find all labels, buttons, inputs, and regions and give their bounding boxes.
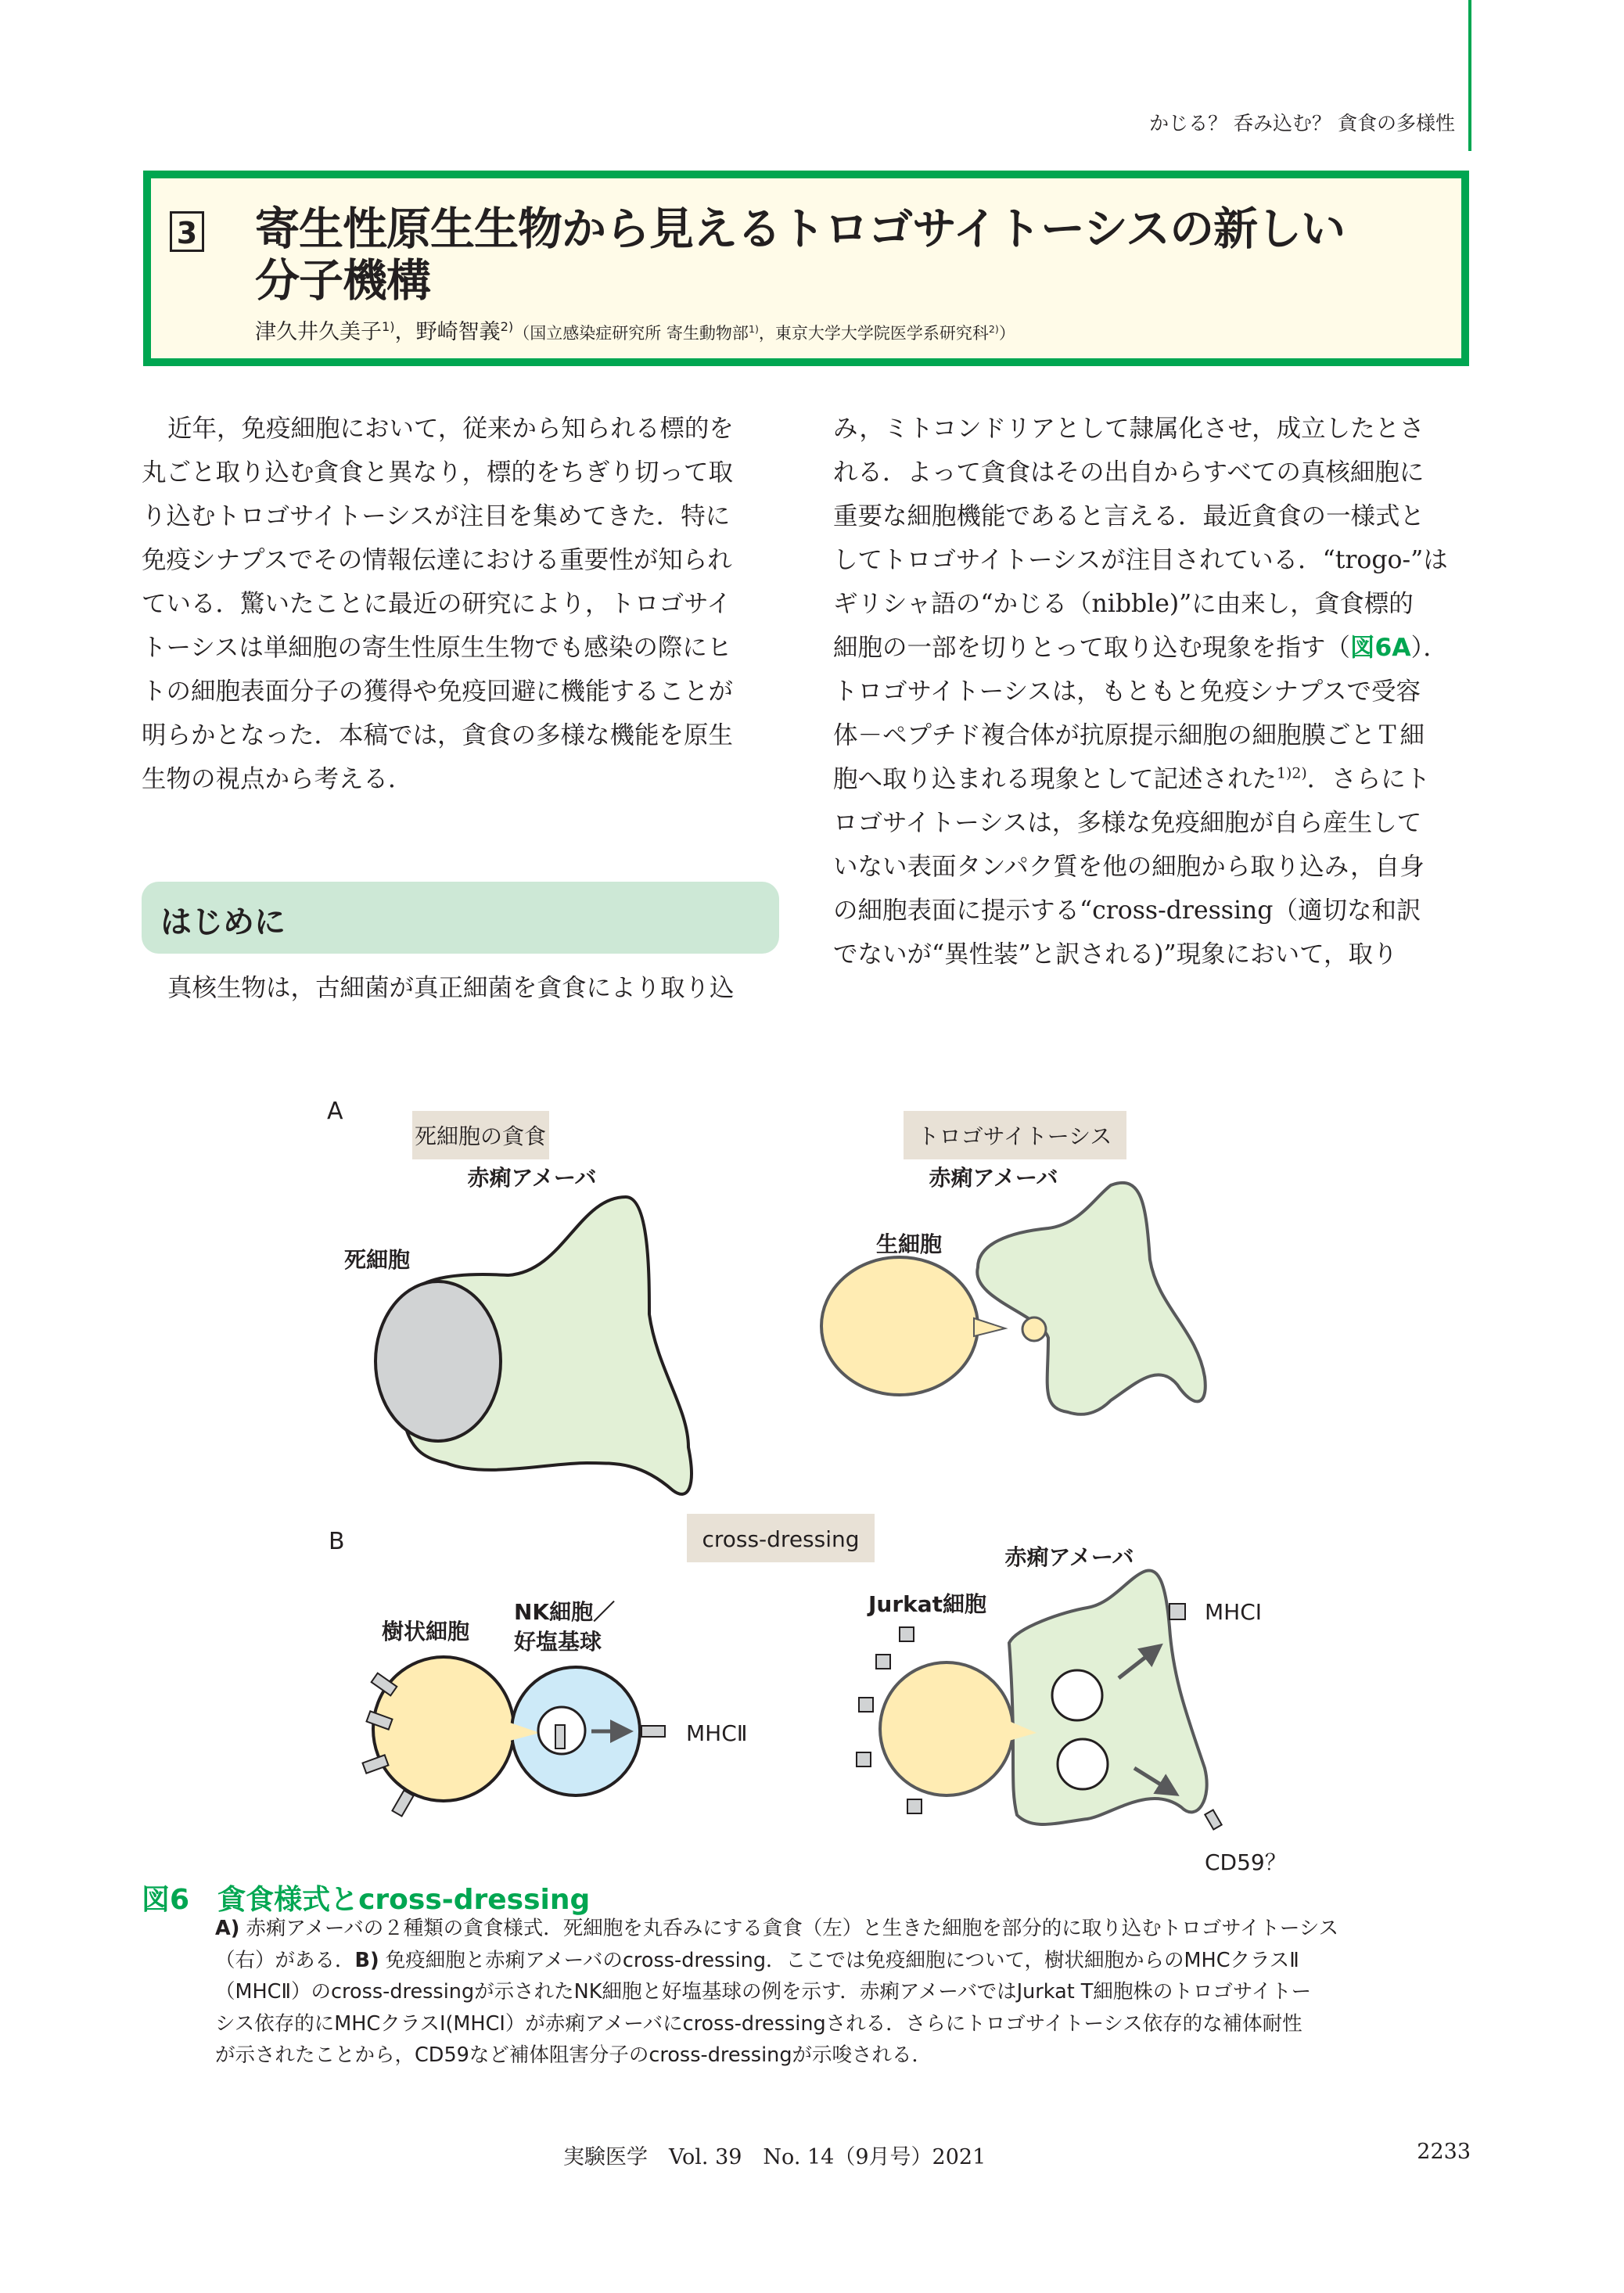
abstract-line: り込むトロゴサイトーシスが注目を集めてきた．特に bbox=[142, 502, 731, 530]
abstract-line: ている．驚いたことに最近の研究により，トロゴサイ bbox=[142, 590, 731, 618]
cd59-molecule bbox=[1205, 1810, 1221, 1829]
figure-caption-title: 図6 貪食様式とcross-dressing bbox=[142, 1884, 591, 1916]
body-line: ギリシャ語の“かじる（nibble)”に由来し，貪食標的 bbox=[833, 590, 1414, 618]
body-line: ロゴサイトーシスは，多様な免疫細胞が自ら産生して bbox=[833, 809, 1422, 837]
mhc2-label: MHCⅡ bbox=[686, 1720, 748, 1746]
abstract-line: 明らかとなった．本稿では，貪食の多様な機能を原生 bbox=[142, 721, 734, 749]
page-number: 2233 bbox=[1417, 2140, 1471, 2164]
amoeba-label: 赤痢アメーバ bbox=[467, 1165, 597, 1191]
jurkat-cell-shape bbox=[880, 1662, 1013, 1795]
cd59-label: CD59？ bbox=[1205, 1849, 1287, 1875]
amoeba-label: 赤痢アメーバ bbox=[929, 1165, 1058, 1191]
ingested-fragment bbox=[1022, 1317, 1046, 1341]
body-right bbox=[833, 407, 1471, 976]
mhc1-molecule bbox=[859, 1698, 873, 1712]
nk-cell-label: NK細胞／ bbox=[514, 1599, 616, 1625]
mhc2-molecule bbox=[392, 1791, 413, 1817]
body-line: 細胞の一部を切りとって取り込む現象を指す（図6A）． bbox=[833, 634, 1448, 662]
tag-trogocytosis-text: トロゴサイトーシス bbox=[917, 1123, 1112, 1149]
body-line: してトロゴサイトーシスが注目されている．“trogo-”は bbox=[833, 546, 1448, 574]
mhc2-molecule bbox=[641, 1726, 665, 1737]
author-1: 津久井久美子 bbox=[255, 320, 382, 344]
abstract-line: 丸ごと取り込む貪食と異なり，標的をちぎり切って取 bbox=[142, 458, 734, 487]
body-line: み，ミトコンドリアとして隷属化させ，成立したとさ bbox=[833, 415, 1425, 443]
amoeba-shape-b bbox=[977, 1183, 1205, 1414]
mhc1-label: MHCⅠ bbox=[1205, 1599, 1263, 1625]
live-cell-label: 生細胞 bbox=[876, 1231, 943, 1257]
abstract-line: 近年，免疫細胞において，従来から知られる標的を bbox=[167, 415, 734, 443]
title-line-1: 寄生性原生生物から見えるトロゴサイトーシスの新しい bbox=[255, 203, 1346, 255]
mhc1-molecule bbox=[907, 1799, 922, 1813]
mhc1-molecule bbox=[857, 1752, 871, 1766]
running-head: かじる？ 呑み込む？ 貪食の多様性 bbox=[1149, 112, 1455, 135]
tag-phagocytosis-text: 死細胞の貪食 bbox=[414, 1123, 547, 1149]
mhc1-molecule bbox=[876, 1655, 890, 1669]
body-line: 体－ペプチド複合体が抗原提示細胞の細胞膜ごとＴ細 bbox=[833, 721, 1425, 749]
affiliations: （国立感染症研究所 寄生動物部$^{1)}$，東京大学大学院医学系研究科$^{2)}$） bbox=[513, 323, 1015, 343]
dendritic-cell-shape bbox=[373, 1657, 514, 1801]
body-line: 重要な細胞機能であると言える．最近貪食の一様式と bbox=[833, 502, 1425, 530]
body-line: 真核生物は，古細菌が真正細菌を貪食により取り込 bbox=[167, 974, 735, 1002]
author-2: 野崎智義 bbox=[415, 320, 501, 344]
mhc1-molecule bbox=[1169, 1604, 1185, 1619]
tag-cross-dressing-text: cross-dressing bbox=[702, 1526, 860, 1552]
jurkat-cell-label: Jurkat細胞 bbox=[868, 1591, 987, 1617]
amoeba-label: 赤痢アメーバ bbox=[1004, 1544, 1134, 1570]
dead-cell-shape bbox=[375, 1281, 501, 1441]
abstract-line: 免疫シナプスでその情報伝達における重要性が知られ bbox=[142, 546, 732, 574]
nibble-protrusion bbox=[974, 1318, 1005, 1336]
authors: 津久井久美子$^{1)}$，野崎智義$^{2)}$（国立感染症研究所 寄生動物部$^{1)}$，東京大学大学院医学系研究科$^{2)}$） bbox=[255, 319, 1015, 344]
figure-reference-link[interactable]: 図6A bbox=[1349, 634, 1411, 662]
section-heading bbox=[142, 882, 779, 954]
mhc1-molecule bbox=[900, 1627, 914, 1641]
abstract-line: トの細胞表面分子の獲得や免疫回避に機能することが bbox=[142, 677, 734, 706]
figure-caption-body: A) 赤痢アメーバの２種類の貪食様式．死細胞を丸呑みにする貪食（左）と生きた細胞を部分的に取り込むトロゴサイトーシス （右）がある．B) 免疫細胞と赤痢アメーバのcross-dressing．ここでは免疫細胞について，樹状細胞からのMHCクラスⅡ （MHCⅡ）のcross-dressingが示されたNK細胞と好塩基球の例を示す．赤痢アメーバではJurkat T細胞株のトロゴサイトー シス依存的にMHCクラスⅠ(MHCⅠ）が赤痢アメーバにcross-dressingされる．さらにトロゴサイトーシス依存的な補体耐性 が示されたことから，CD59など補体阻害分子のcross-dressingが示唆される． bbox=[215, 1917, 1339, 2067]
header-rule bbox=[1468, 0, 1471, 151]
footer-journal: 実験医学 Vol. 39 No. 14（9月号）2021 bbox=[563, 2145, 986, 2169]
live-cell-shape bbox=[821, 1257, 978, 1395]
body-line: でないが“異性装”と訳される)”現象において，取り bbox=[833, 940, 1398, 969]
vesicle bbox=[1058, 1739, 1108, 1789]
panel-a-label: A bbox=[327, 1098, 343, 1125]
abstract-line: 生物の視点から考える． bbox=[142, 765, 413, 793]
section-heading-text: はじめに bbox=[160, 904, 286, 940]
abstract-line: トーシスは単細胞の寄生性原生生物でも感染の際にヒ bbox=[142, 634, 732, 662]
dendritic-cell-label: 樹状細胞 bbox=[382, 1619, 470, 1644]
body-line: いない表面タンパク質を他の細胞から取り込み，自身 bbox=[833, 853, 1425, 881]
title-box bbox=[143, 171, 1469, 366]
mhc2-molecule bbox=[555, 1725, 565, 1749]
body-line: 胞へ取り込まれる現象として記述された$^{1)2)}$．さらにト bbox=[833, 764, 1431, 793]
basophil-label: 好塩基球 bbox=[514, 1629, 602, 1655]
article-number: 3 bbox=[170, 211, 204, 252]
abstract bbox=[142, 407, 779, 801]
dead-cell-label: 死細胞 bbox=[344, 1247, 411, 1273]
figure-6 bbox=[0, 1080, 1624, 1875]
body-line: れる．よって貪食はその出自からすべての真核細胞に bbox=[833, 458, 1425, 487]
panel-b-label: B bbox=[329, 1528, 345, 1555]
vesicle bbox=[1052, 1670, 1102, 1720]
body-line: の細胞表面に提示する“cross-dressing（適切な和訳 bbox=[833, 897, 1421, 925]
body-line: トロゴサイトーシスは，もともと免疫シナプスで受容 bbox=[833, 677, 1421, 706]
article-title bbox=[255, 203, 1444, 307]
title-line-2: 分子機構 bbox=[255, 255, 430, 307]
body-left bbox=[142, 966, 779, 1010]
citation[interactable]: 1)2) bbox=[1277, 764, 1307, 782]
